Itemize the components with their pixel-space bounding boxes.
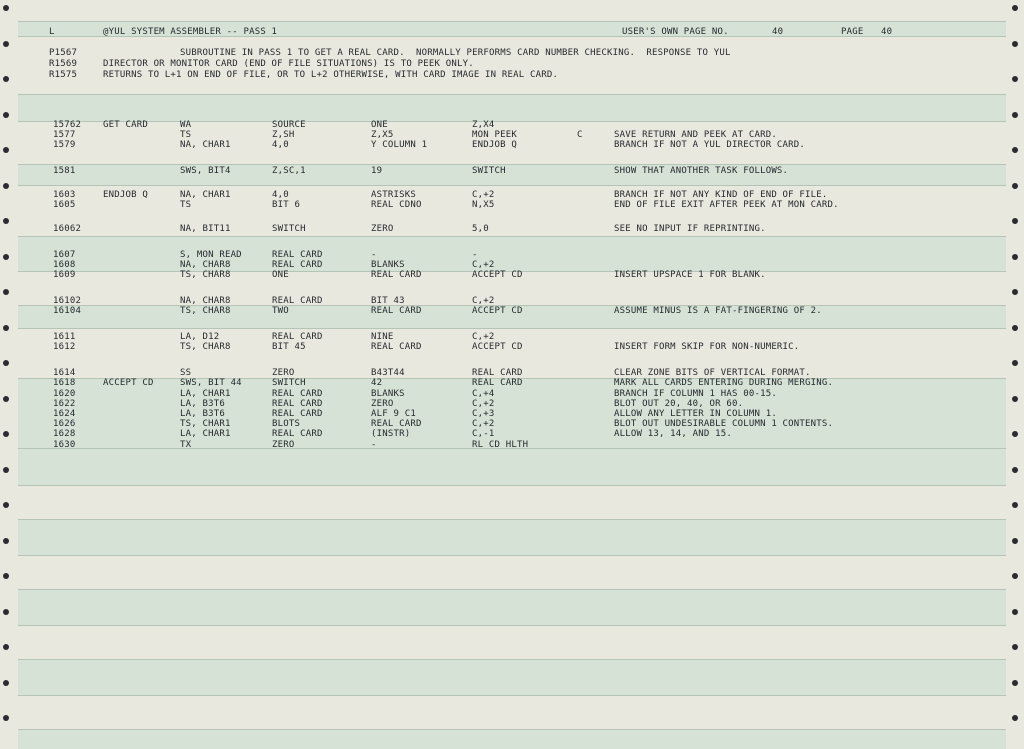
listing-comment: BRANCH IF COLUMN 1 HAS 00-15. [614, 389, 777, 399]
feed-hole [3, 254, 9, 260]
listing-comment: END OF FILE EXIT AFTER PEEK AT MON CARD. [614, 200, 839, 210]
listing-field2: C,-1 [472, 429, 495, 439]
header-title: @YUL SYSTEM ASSEMBLER -- PASS 1 [103, 27, 278, 37]
green-band [18, 659, 1006, 696]
listing-comment: BLOT OUT 20, 40, OR 60. [614, 399, 744, 409]
feed-hole [1012, 254, 1018, 260]
listing-op: NA, CHAR8 [180, 296, 231, 306]
listing-address: REAL CARD [272, 250, 323, 260]
listing-op: SWS, BIT4 [180, 166, 231, 176]
listing-field1: 19 [371, 166, 383, 176]
listing-seq: 1605 [53, 200, 76, 210]
listing-comment: BLOT OUT UNDESIRABLE COLUMN 1 CONTENTS. [614, 419, 834, 429]
listing-field2: C,+2 [472, 419, 495, 429]
listing-seq: 1620 [53, 389, 76, 399]
listing-seq: 1628 [53, 429, 76, 439]
listing-seq: 1608 [53, 260, 76, 270]
listing-field1: 42 [371, 378, 383, 388]
feed-hole [1012, 360, 1018, 366]
listing-seq: 1630 [53, 440, 76, 450]
feed-hole [3, 147, 9, 153]
listing-seq: 16062 [53, 224, 82, 234]
header-mark: L [49, 27, 55, 37]
listing-address: ONE [272, 270, 289, 280]
green-band [18, 729, 1006, 749]
listing-field2: C,+2 [472, 260, 495, 270]
listing-comment: ALLOW ANY LETTER IN COLUMN 1. [614, 409, 777, 419]
listing-field2: C,+2 [472, 399, 495, 409]
listing-address: BIT 6 [272, 200, 301, 210]
header-page-label: USER'S OWN PAGE NO. [622, 27, 729, 37]
header-page-no: 40 [772, 27, 784, 37]
listing-field2: C,+4 [472, 389, 495, 399]
listing-seq: 1577 [53, 130, 76, 140]
feed-hole [1012, 609, 1018, 615]
header-page-word: PAGE [841, 27, 864, 37]
listing-op: LA, CHAR1 [180, 429, 231, 439]
listing-address: REAL CARD [272, 389, 323, 399]
feed-hole [1012, 644, 1018, 650]
listing-op: NA, CHAR1 [180, 140, 231, 150]
intro-text: RETURNS TO L+1 ON END OF FILE, OR TO L+2 OTHERWISE, WITH CARD IMAGE IN REAL CARD. [103, 70, 559, 80]
listing-comment: ASSUME MINUS IS A FAT-FINGERING OF 2. [614, 306, 822, 316]
feed-hole [3, 76, 9, 82]
listing-address: REAL CARD [272, 429, 323, 439]
listing-field2: C,+2 [472, 296, 495, 306]
feed-hole [1012, 289, 1018, 295]
feed-hole [1012, 680, 1018, 686]
listing-address: TWO [272, 306, 289, 316]
listing-field1: ZERO [371, 224, 394, 234]
listing-comment: SHOW THAT ANOTHER TASK FOLLOWS. [614, 166, 789, 176]
feed-hole [3, 502, 9, 508]
listing-seq: 15762 [53, 120, 82, 130]
feed-hole [3, 218, 9, 224]
listing-address: Z,SH [272, 130, 295, 140]
listing-field1: ONE [371, 120, 388, 130]
listing-address: SWITCH [272, 378, 306, 388]
green-band [18, 94, 1006, 122]
listing-field2: ACCEPT CD [472, 270, 523, 280]
listing-op: TS, CHAR8 [180, 342, 231, 352]
listing-field2: REAL CARD [472, 378, 523, 388]
listing-seq: 1611 [53, 332, 76, 342]
header-page-num: 40 [881, 27, 893, 37]
listing-address: BIT 45 [272, 342, 306, 352]
listing-field2: C,+2 [472, 332, 495, 342]
listing-address: REAL CARD [272, 296, 323, 306]
listing-address: ZERO [272, 368, 295, 378]
feed-hole [3, 41, 9, 47]
listing-field1: ASTRISKS [371, 190, 416, 200]
listing-field1: ALF 9 C1 [371, 409, 416, 419]
listing-field1: NINE [371, 332, 394, 342]
listing-op: S, MON READ [180, 250, 242, 260]
feed-hole [1012, 183, 1018, 189]
intro-text: SUBROUTINE IN PASS 1 TO GET A REAL CARD. NORMALLY PERFORMS CARD NUMBER CHECKING. RESPONSE TO YUL [180, 48, 731, 58]
listing-comment: CLEAR ZONE BITS OF VERTICAL FORMAT. [614, 368, 811, 378]
listing-seq: 1626 [53, 419, 76, 429]
intro-seq: P1567 [49, 48, 78, 58]
listing-flag: C [577, 130, 583, 140]
listing-field1: (INSTR) [371, 429, 411, 439]
listing-seq: 16102 [53, 296, 82, 306]
feed-hole [3, 183, 9, 189]
listing-field1: REAL CARD [371, 270, 422, 280]
feed-hole [1012, 715, 1018, 721]
listing-field1: REAL CDNO [371, 200, 422, 210]
feed-hole [1012, 325, 1018, 331]
feed-hole [1012, 502, 1018, 508]
feed-hole [1012, 112, 1018, 118]
listing-seq: 1624 [53, 409, 76, 419]
listing-field1: ZERO [371, 399, 394, 409]
feed-hole [1012, 41, 1018, 47]
listing-field2: ENDJOB Q [472, 140, 517, 150]
feed-hole [3, 325, 9, 331]
feed-hole [1012, 147, 1018, 153]
listing-op: TS [180, 130, 192, 140]
listing-op: WA [180, 120, 192, 130]
green-band [18, 589, 1006, 626]
listing-field1: Y COLUMN 1 [371, 140, 428, 150]
listing-seq: 1581 [53, 166, 76, 176]
listing-op: NA, CHAR8 [180, 260, 231, 270]
listing-field1: - [371, 250, 377, 260]
feed-hole [3, 609, 9, 615]
intro-seq: R1569 [49, 59, 78, 69]
listing-seq: 1609 [53, 270, 76, 280]
listing-seq: 1612 [53, 342, 76, 352]
listing-field1: Z,X5 [371, 130, 394, 140]
listing-op: NA, CHAR1 [180, 190, 231, 200]
listing-comment: SAVE RETURN AND PEEK AT CARD. [614, 130, 777, 140]
listing-address: 4,0 [272, 190, 289, 200]
listing-comment: BRANCH IF NOT A YUL DIRECTOR CARD. [614, 140, 806, 150]
listing-address: 4,0 [272, 140, 289, 150]
listing-field2: SWITCH [472, 166, 506, 176]
listing-field2: 5,0 [472, 224, 489, 234]
listing-address: ZERO [272, 440, 295, 450]
feed-hole [1012, 538, 1018, 544]
listing-field1: - [371, 440, 377, 450]
listing-field1: B43T44 [371, 368, 405, 378]
listing-field2: REAL CARD [472, 368, 523, 378]
feed-hole [3, 112, 9, 118]
listing-op: TS, CHAR8 [180, 306, 231, 316]
green-band [18, 236, 1006, 272]
feed-hole [1012, 76, 1018, 82]
listing-label: ENDJOB Q [103, 190, 148, 200]
feed-hole [1012, 218, 1018, 224]
feed-hole [1012, 396, 1018, 402]
listing-op: TS, CHAR1 [180, 419, 231, 429]
listing-label: ACCEPT CD [103, 378, 154, 388]
feed-hole [3, 360, 9, 366]
feed-hole [3, 680, 9, 686]
listing-address: REAL CARD [272, 332, 323, 342]
listing-field2: N,X5 [472, 200, 495, 210]
green-band [18, 164, 1006, 186]
listing-op: TX [180, 440, 192, 450]
listing-op: TS [180, 200, 192, 210]
listing-op: LA, B3T6 [180, 399, 225, 409]
listing-comment: MARK ALL CARDS ENTERING DURING MERGING. [614, 378, 834, 388]
listing-op: SWS, BIT 44 [180, 378, 242, 388]
listing-op: SS [180, 368, 192, 378]
listing-label: GET CARD [103, 120, 148, 130]
listing-field2: Z,X4 [472, 120, 495, 130]
green-band [18, 519, 1006, 556]
intro-text: DIRECTOR OR MONITOR CARD (END OF FILE SITUATIONS) IS TO PEEK ONLY. [103, 59, 474, 69]
listing-address: REAL CARD [272, 260, 323, 270]
feed-hole [1012, 5, 1018, 11]
feed-hole [3, 644, 9, 650]
listing-field2: C,+3 [472, 409, 495, 419]
listing-field1: REAL CARD [371, 306, 422, 316]
listing-field1: BLANKS [371, 389, 405, 399]
listing-address: Z,SC,1 [272, 166, 306, 176]
listing-seq: 1607 [53, 250, 76, 260]
listing-op: LA, D12 [180, 332, 220, 342]
listing-seq: 1579 [53, 140, 76, 150]
feed-hole [3, 467, 9, 473]
listing-address: REAL CARD [272, 399, 323, 409]
listing-comment: ALLOW 13, 14, AND 15. [614, 429, 732, 439]
listing-comment: INSERT FORM SKIP FOR NON-NUMERIC. [614, 342, 800, 352]
listing-seq: 16104 [53, 306, 82, 316]
listing-comment: BRANCH IF NOT ANY KIND OF END OF FILE. [614, 190, 828, 200]
listing-comment: SEE NO INPUT IF REPRINTING. [614, 224, 766, 234]
listing-field2: RL CD HLTH [472, 440, 529, 450]
listing-op: TS, CHAR8 [180, 270, 231, 280]
listing-seq: 1614 [53, 368, 76, 378]
feed-hole [3, 715, 9, 721]
listing-field1: REAL CARD [371, 419, 422, 429]
listing-seq: 1618 [53, 378, 76, 388]
listing-address: SOURCE [272, 120, 306, 130]
listing-seq: 1603 [53, 190, 76, 200]
listing-field1: BLANKS [371, 260, 405, 270]
feed-hole [3, 289, 9, 295]
listing-comment: INSERT UPSPACE 1 FOR BLANK. [614, 270, 766, 280]
listing-field1: BIT 43 [371, 296, 405, 306]
intro-seq: R1575 [49, 70, 78, 80]
feed-hole [3, 573, 9, 579]
feed-hole [3, 538, 9, 544]
listing-op: LA, CHAR1 [180, 389, 231, 399]
green-band [18, 448, 1006, 486]
listing-address: BLOTS [272, 419, 301, 429]
listing-field2: ACCEPT CD [472, 342, 523, 352]
listing-field2: C,+2 [472, 190, 495, 200]
listing-seq: 1622 [53, 399, 76, 409]
feed-hole [3, 396, 9, 402]
listing-address: REAL CARD [272, 409, 323, 419]
listing-address: SWITCH [272, 224, 306, 234]
listing-field2: ACCEPT CD [472, 306, 523, 316]
listing-field2: - [472, 250, 478, 260]
feed-hole [1012, 573, 1018, 579]
feed-hole [1012, 467, 1018, 473]
feed-hole [1012, 431, 1018, 437]
listing-op: NA, BIT11 [180, 224, 231, 234]
listing-op: LA, B3T6 [180, 409, 225, 419]
feed-hole [3, 5, 9, 11]
listing-field2: MON PEEK [472, 130, 517, 140]
feed-hole [3, 431, 9, 437]
listing-field1: REAL CARD [371, 342, 422, 352]
